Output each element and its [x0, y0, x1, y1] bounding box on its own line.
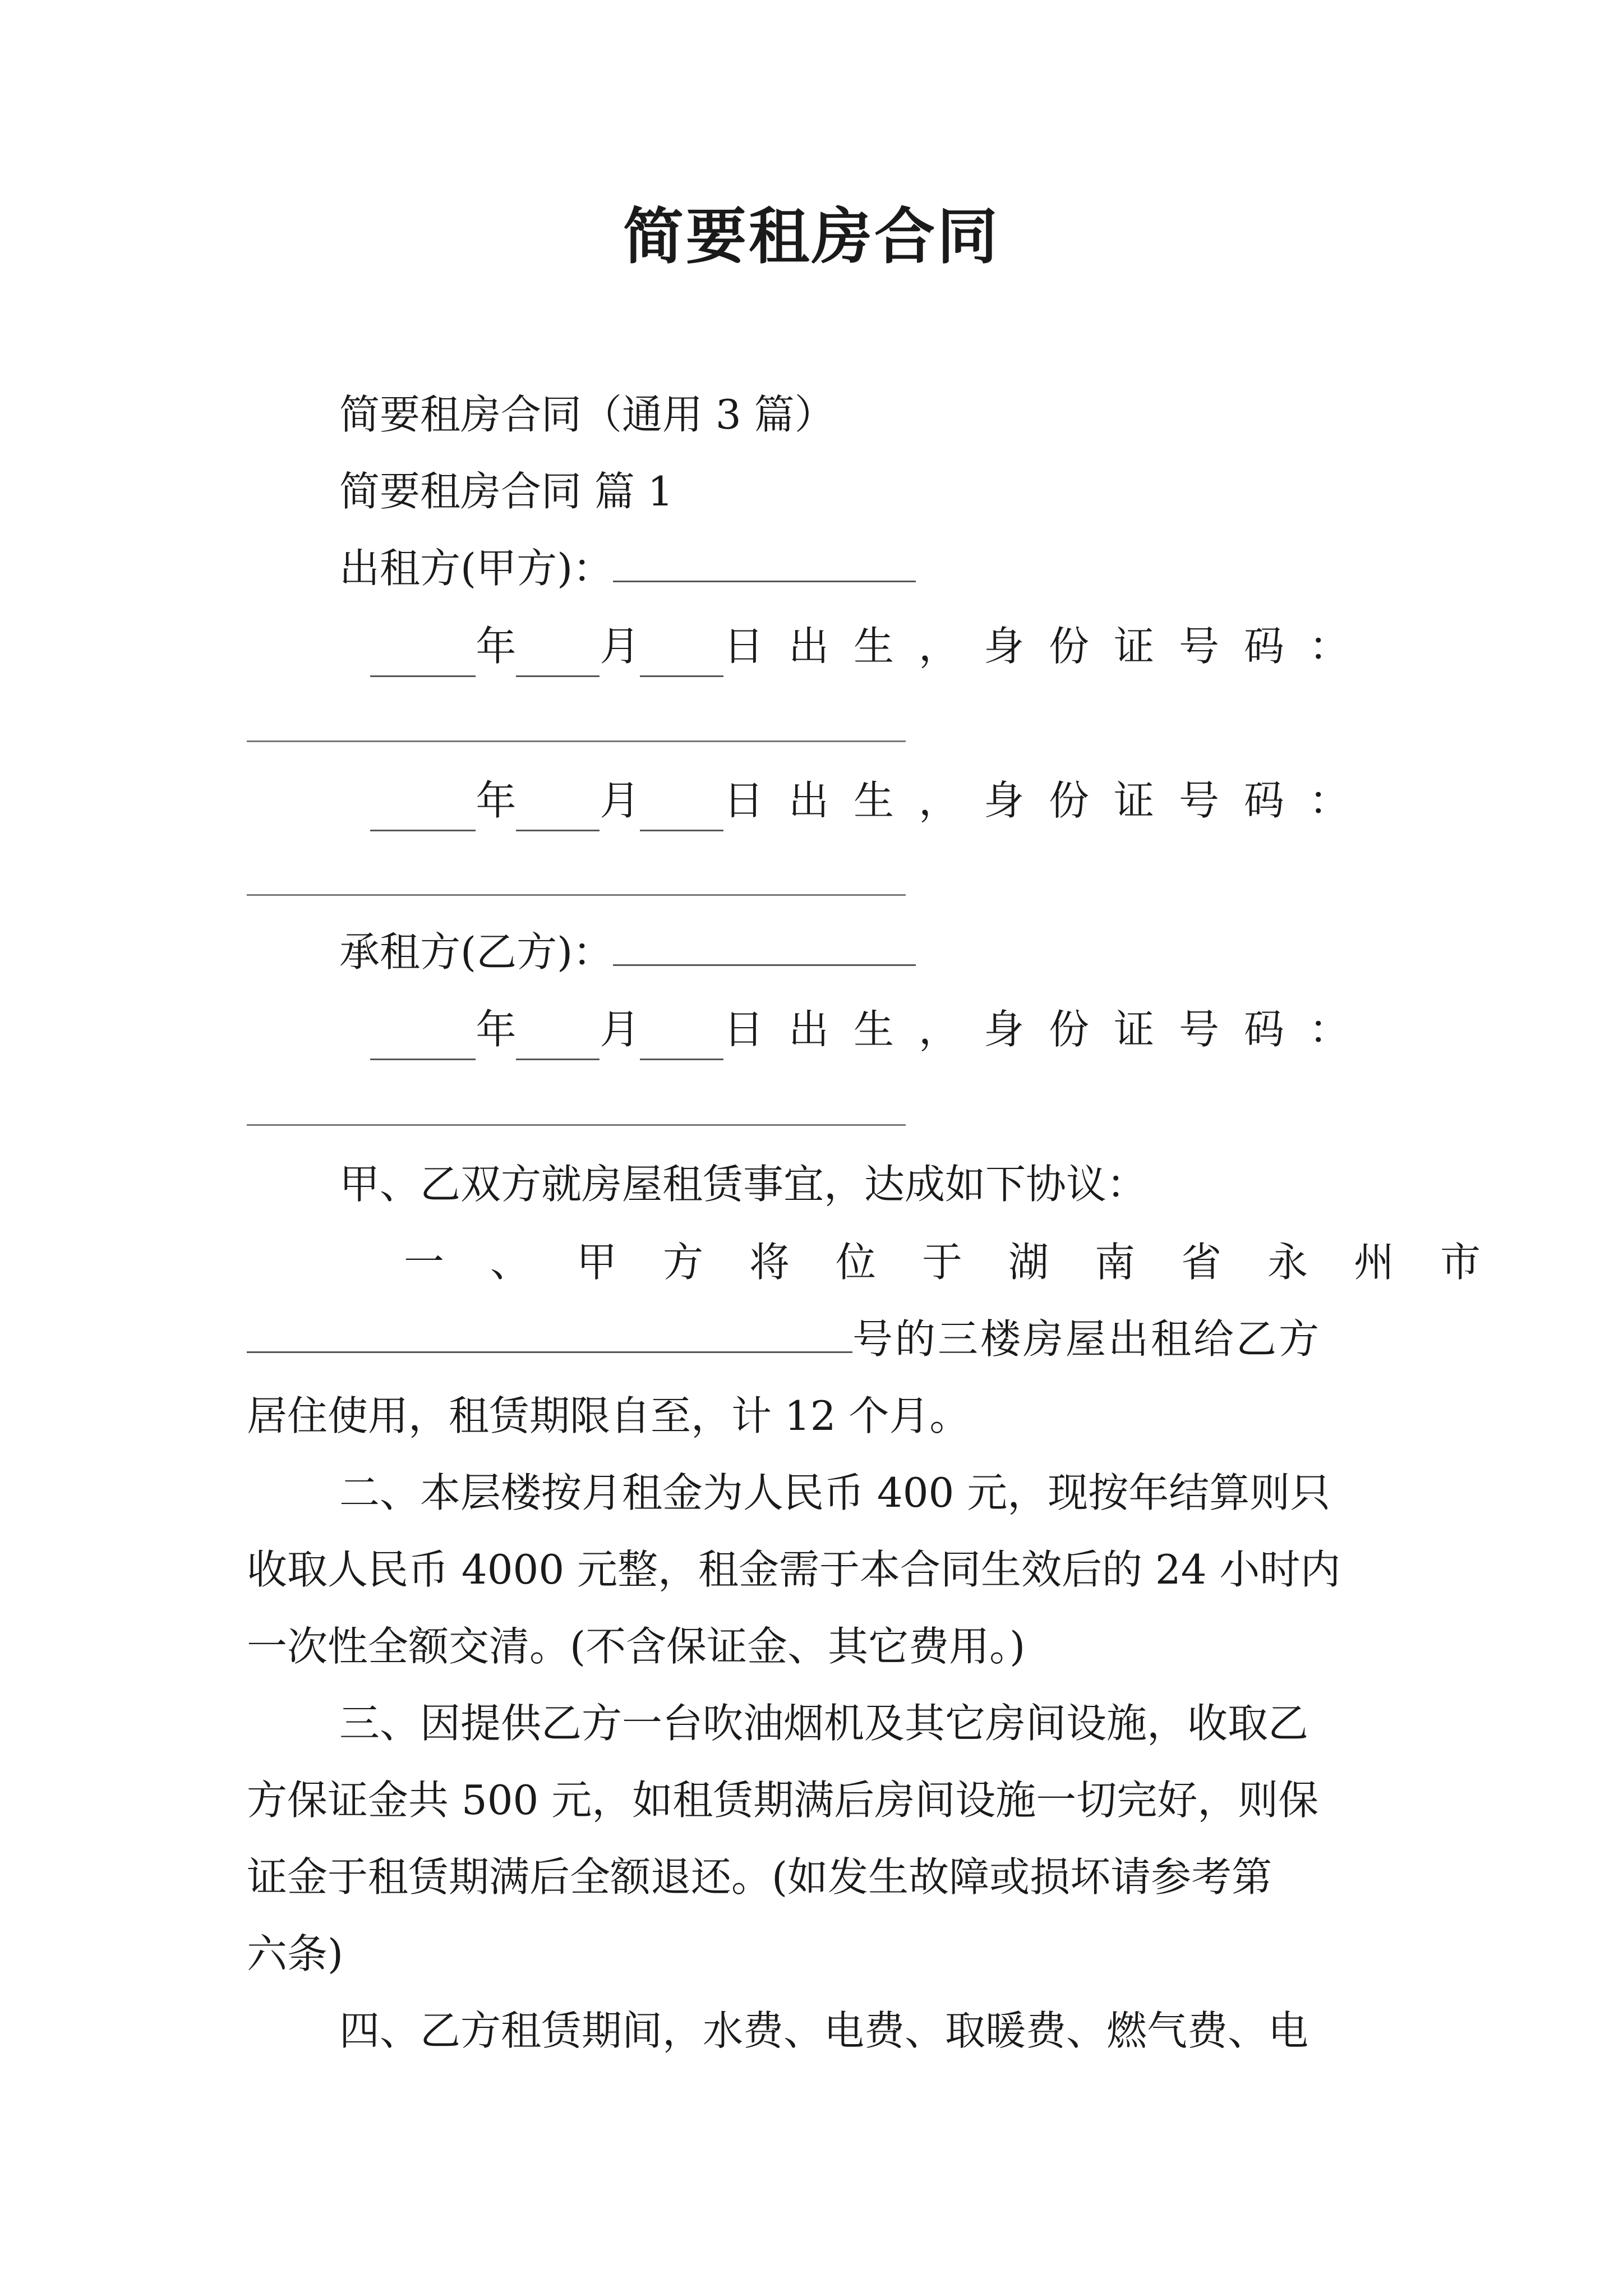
clause-1-line-3: 居住使用，租赁期限自至，计 12 个月。: [247, 1392, 970, 1439]
id-label: 身份证号码：: [983, 623, 1374, 670]
lessor-label: 出租方(甲方)：: [339, 545, 614, 592]
agreement-intro: 甲、乙双方就房屋租赁事宜，达成如下协议：: [339, 1161, 1147, 1208]
clause-1-tail: 号的三楼房屋出租给乙方: [852, 1315, 1322, 1363]
clause-2-line-2: 收取人民币 4000 元整，租金需于本合同生效后的 24 小时内: [247, 1546, 1341, 1593]
clause-1-line-2: [247, 1308, 1321, 1370]
month-blank: [516, 790, 600, 831]
month-label: 月: [600, 1006, 640, 1053]
lessee-name-blank: [613, 925, 916, 966]
lessee-birth-row: [370, 999, 1374, 1060]
lessor-id-rule-1: [247, 740, 906, 742]
clause-2-line-1: 二、本层楼按月租金为人民币 400 元，现按年结算则只: [339, 1469, 1331, 1516]
born-label: 日出生，: [723, 623, 984, 670]
lessor-birth-row-2: [370, 770, 1374, 831]
born-label: 日出生，: [723, 777, 984, 824]
lessor-id-rule-2: [247, 894, 906, 896]
year-label: 年: [476, 777, 517, 824]
lessor-name-blank: [613, 541, 916, 582]
section-heading: 简要租房合同 篇 1: [339, 468, 674, 515]
id-label: 身份证号码：: [983, 1006, 1374, 1053]
clause-2-line-3: 一次性全额交清。(不含保证金、其它费用。): [247, 1623, 1026, 1670]
day-blank: [640, 636, 723, 677]
address-blank: [247, 1312, 852, 1353]
year-blank: [370, 790, 476, 831]
year-label: 年: [476, 1006, 517, 1053]
year-blank: [370, 1019, 476, 1060]
lessee-line: [339, 921, 916, 983]
born-label: 日出生，: [723, 1006, 984, 1053]
month-blank: [516, 1019, 600, 1060]
year-blank: [370, 636, 476, 677]
lessee-id-rule: [247, 1124, 906, 1126]
clause-3-line-3: 证金于租赁期满后全额退还。(如发生故障或损坏请参考第: [247, 1853, 1272, 1901]
clause-4-line-1: 四、乙方租赁期间，水费、电费、取暖费、燃气费、电: [339, 2007, 1309, 2054]
id-label: 身份证号码：: [983, 777, 1374, 824]
month-label: 月: [600, 623, 640, 670]
lessor-birth-row-1: [370, 615, 1374, 677]
document-subtitle: 简要租房合同（通用 3 篇）: [339, 391, 835, 438]
month-blank: [516, 636, 600, 677]
clause-3-line-4: 六条): [247, 1930, 344, 1977]
year-label: 年: [476, 623, 517, 670]
month-label: 月: [600, 777, 640, 824]
lessee-label: 承租方(乙方)：: [339, 928, 614, 976]
document-title: 简要租房合同: [623, 201, 1000, 272]
day-blank: [640, 1019, 723, 1060]
clause-3-line-2: 方保证金共 500 元，如租赁期满后房间设施一切完好，则保: [247, 1777, 1319, 1824]
lessor-line: [339, 537, 916, 599]
clause-3-line-1: 三、因提供乙方一台吹油烟机及其它房间设施，收取乙: [339, 1700, 1309, 1747]
clause-1-head: 一、甲方将位于湖南省永州市: [404, 1239, 1527, 1286]
day-blank: [640, 790, 723, 831]
